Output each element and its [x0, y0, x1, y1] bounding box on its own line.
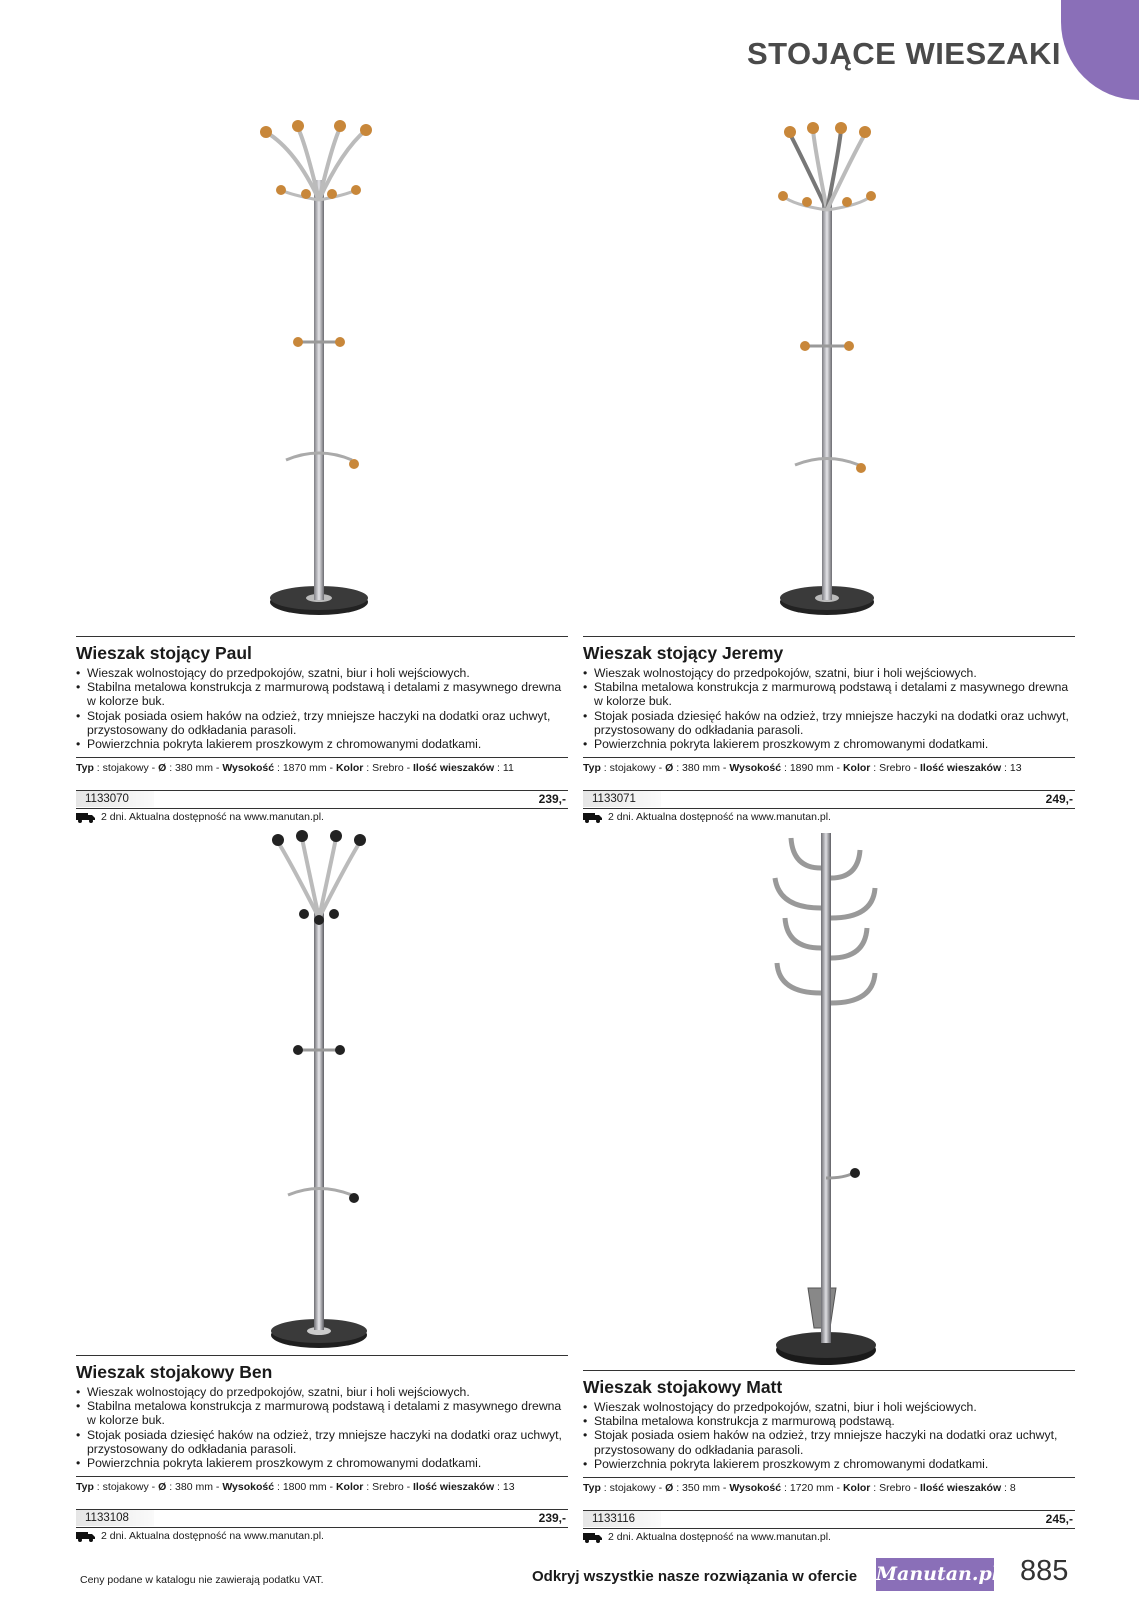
price-row — [583, 1510, 1075, 1528]
product-info-paul — [76, 636, 568, 823]
coat-stand-paul-illustration — [76, 110, 568, 636]
feature-item: • Powierzchnia pokryta lakierem proszkowym z chromowanymi dodatkami. — [583, 737, 1075, 751]
page-title: STOJĄCE WIESZAKI — [746, 36, 1061, 71]
specs-line: Typ : stojakowy - Ø : 350 mm - Wysokość : 1720 mm - Kolor : Srebro - Ilość wieszaków : 8 — [583, 1477, 1075, 1494]
corner-tab — [1061, 0, 1139, 100]
price-row — [76, 790, 568, 808]
spec-label: Ø — [158, 762, 167, 775]
feature-item: • Stabilna metalowa konstrukcja z marmurową podstawą i detalami z masywnego drewna w kolorze buk. — [76, 1399, 568, 1427]
product-image-jeremy — [583, 110, 1075, 636]
spec-value: stojakowy — [102, 762, 149, 775]
spec-label: Kolor — [842, 1482, 871, 1495]
feature-item: • Stabilna metalowa konstrukcja z marmurową podstawą i detalami z masywnego drewna w kolorze buk. — [583, 680, 1075, 708]
spec-value: 1720 mm — [789, 1482, 834, 1495]
delivery-row — [583, 1528, 1075, 1543]
feature-item: • Powierzchnia pokryta lakierem proszkowym z chromowanymi dodatkami. — [76, 1456, 568, 1470]
feature-item: • Stojak posiada dziesięć haków na odzież, trzy mniejsze haczyki na dodatki oraz uchwyt, przystosowany do odkładania parasoli. — [76, 1428, 568, 1456]
spec-value: stojakowy — [609, 1482, 656, 1495]
spec-label: Kolor — [335, 1481, 364, 1494]
feature-item: • Stabilna metalowa konstrukcja z marmurową podstawą i detalami z masywnego drewna w kolorze buk. — [76, 680, 568, 708]
product-info-matt — [583, 1370, 1075, 1543]
spec-label: Typ — [76, 762, 94, 775]
spec-value: 380 mm — [682, 762, 720, 775]
product-ref: 1133116 — [583, 1511, 661, 1527]
delivery-row — [76, 808, 568, 823]
spec-label: Ø — [665, 762, 674, 775]
specs-line: Typ : stojakowy - Ø : 380 mm - Wysokość : 1800 mm - Kolor : Srebro - Ilość wieszaków : 13 — [76, 1476, 568, 1493]
feature-item: • Stabilna metalowa konstrukcja z marmurową podstawą. — [583, 1414, 1075, 1428]
spec-label: Ilość wieszaków — [413, 762, 495, 775]
spec-value: 8 — [1009, 1482, 1016, 1495]
spec-value: 13 — [1009, 762, 1022, 775]
feature-item: • Wieszak wolnostojący do przedpokojów, szatni, biur i holi wejściowych. — [76, 1385, 568, 1399]
feature-item: • Powierzchnia pokryta lakierem proszkowym z chromowanymi dodatkami. — [583, 1457, 1075, 1471]
feature-item: • Wieszak wolnostojący do przedpokojów, szatni, biur i holi wejściowych. — [76, 666, 568, 680]
product-image-paul — [76, 110, 568, 636]
manutan-logo[interactable]: Manutan.pl — [876, 1558, 994, 1591]
product-card-ben — [76, 828, 568, 1542]
spec-label: Wysokość — [729, 1482, 782, 1495]
product-info-jeremy — [583, 636, 1075, 823]
feature-item: • Stojak posiada osiem haków na odzież, trzy mniejsze haczyki na dodatki oraz uchwyt, przystosowany do odkładania parasoli. — [583, 1428, 1075, 1456]
feature-list — [583, 1400, 1075, 1471]
product-price: 245,- — [1045, 1512, 1073, 1527]
feature-item: • Wieszak wolnostojący do przedpokojów, szatni, biur i holi wejściowych. — [583, 1400, 1075, 1414]
feature-list — [583, 666, 1075, 751]
spec-label: Typ — [76, 1481, 94, 1494]
spec-label: Wysokość — [222, 762, 275, 775]
product-image-matt — [583, 828, 1075, 1370]
product-image-ben — [76, 828, 568, 1355]
coat-stand-jeremy-illustration — [583, 110, 1075, 636]
spec-value: Srebro — [372, 1481, 404, 1494]
spec-value: Srebro — [879, 762, 911, 775]
vat-note: Ceny podane w katalogu nie zawierają podatku VAT. — [80, 1574, 324, 1586]
truck-icon — [76, 1531, 96, 1542]
spec-label: Kolor — [842, 762, 871, 775]
delivery-text: 2 dni. Aktualna dostępność na www.manutan.pl. — [101, 811, 324, 824]
offer-cta: Odkryj wszystkie nasze rozwiązania w ofercie — [532, 1568, 858, 1585]
product-price: 239,- — [538, 1511, 566, 1526]
product-ref: 1133070 — [76, 791, 154, 807]
spec-value: Srebro — [372, 762, 404, 775]
delivery-text: 2 dni. Aktualna dostępność na www.manutan.pl. — [608, 811, 831, 824]
spec-value: 380 mm — [175, 762, 213, 775]
product-title: Wieszak stojakowy Matt — [583, 1377, 783, 1397]
spec-label: Typ — [583, 762, 601, 775]
product-title: Wieszak stojakowy Ben — [76, 1362, 273, 1382]
feature-list — [76, 666, 568, 751]
page-number: 885 — [1020, 1555, 1069, 1587]
spec-label: Ilość wieszaków — [920, 762, 1002, 775]
price-row — [76, 1509, 568, 1527]
spec-label: Ilość wieszaków — [413, 1481, 495, 1494]
spec-value: 1800 mm — [282, 1481, 327, 1494]
feature-list — [76, 1385, 568, 1470]
spec-value: 1890 mm — [789, 762, 834, 775]
product-card-matt — [583, 828, 1075, 1543]
feature-item: • Wieszak wolnostojący do przedpokojów, szatni, biur i holi wejściowych. — [583, 666, 1075, 680]
product-card-paul — [76, 110, 568, 823]
product-card-jeremy — [583, 110, 1075, 823]
truck-icon — [583, 1532, 603, 1543]
spec-label: Typ — [583, 1482, 601, 1495]
feature-item: • Stojak posiada osiem haków na odzież, trzy mniejsze haczyki na dodatki oraz uchwyt, przystosowany do odkładania parasoli. — [76, 709, 568, 737]
truck-icon — [583, 812, 603, 823]
spec-label: Wysokość — [222, 1481, 275, 1494]
product-info-ben — [76, 1355, 568, 1542]
product-title: Wieszak stojący Jeremy — [583, 643, 784, 663]
product-ref: 1133108 — [76, 1510, 154, 1526]
product-title: Wieszak stojący Paul — [76, 643, 252, 663]
spec-label: Wysokość — [729, 762, 782, 775]
spec-label: Ø — [665, 1482, 674, 1495]
spec-label: Ø — [158, 1481, 167, 1494]
spec-value: stojakowy — [609, 762, 656, 775]
delivery-row — [76, 1527, 568, 1542]
spec-value: 13 — [502, 1481, 515, 1494]
specs-line: Typ : stojakowy - Ø : 380 mm - Wysokość : 1870 mm - Kolor : Srebro - Ilość wieszaków : 11 — [76, 757, 568, 774]
product-ref: 1133071 — [583, 791, 661, 807]
spec-value: Srebro — [879, 1482, 911, 1495]
product-price: 249,- — [1045, 792, 1073, 807]
feature-item: • Powierzchnia pokryta lakierem proszkowym z chromowanymi dodatkami. — [76, 737, 568, 751]
truck-icon — [76, 812, 96, 823]
spec-value: stojakowy — [102, 1481, 149, 1494]
spec-value: 380 mm — [175, 1481, 213, 1494]
price-row — [583, 790, 1075, 808]
specs-line: Typ : stojakowy - Ø : 380 mm - Wysokość : 1890 mm - Kolor : Srebro - Ilość wieszaków : 13 — [583, 757, 1075, 774]
delivery-text: 2 dni. Aktualna dostępność na www.manutan.pl. — [101, 1530, 324, 1543]
feature-item: • Stojak posiada dziesięć haków na odzież, trzy mniejsze haczyki na dodatki oraz uchwyt, przystosowany do odkładania parasoli. — [583, 709, 1075, 737]
delivery-text: 2 dni. Aktualna dostępność na www.manutan.pl. — [608, 1531, 831, 1544]
product-price: 239,- — [538, 792, 566, 807]
spec-label: Ilość wieszaków — [920, 1482, 1002, 1495]
spec-value: 1870 mm — [282, 762, 327, 775]
spec-value: 11 — [502, 762, 514, 775]
spec-label: Kolor — [335, 762, 364, 775]
coat-stand-matt-illustration — [583, 828, 1075, 1370]
spec-value: 350 mm — [682, 1482, 720, 1495]
coat-stand-ben-illustration — [76, 828, 568, 1355]
delivery-row — [583, 808, 1075, 823]
